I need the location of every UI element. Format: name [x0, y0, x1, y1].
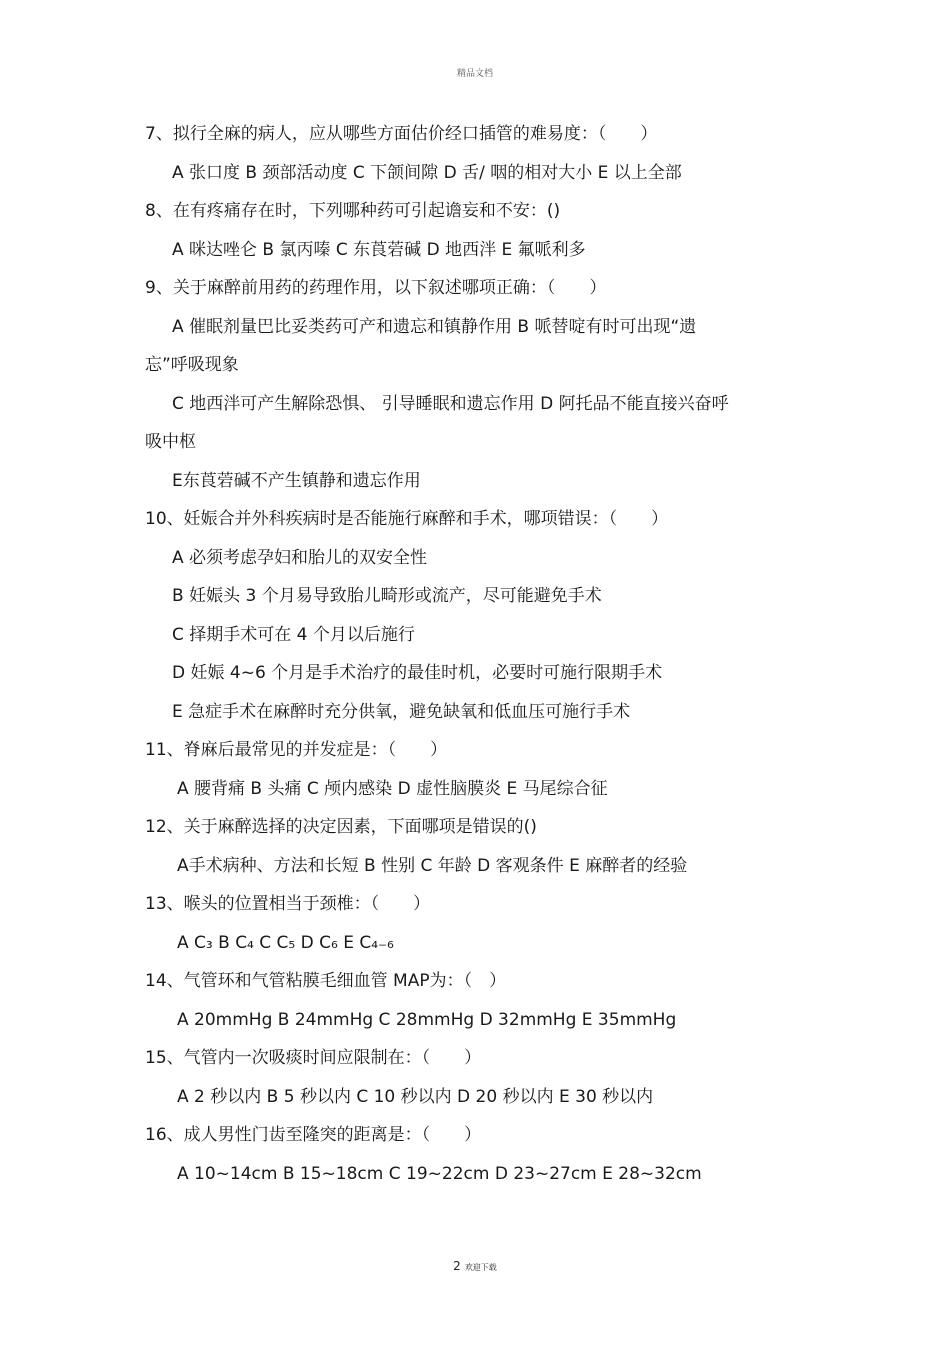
options-16: A 10~14cm B 15~18cm C 19~22cm D 23~27cm E 28~32cm — [177, 1163, 702, 1184]
options-9-ab-continued: 忘”呼吸现象 — [145, 355, 239, 375]
question-14: 14、气管环和气管粘膜毛细血管 MAP为：（ ） — [145, 971, 507, 991]
question-9: 9、关于麻醉前用药的药理作用，以下叙述哪项正确：（ ） — [145, 278, 607, 298]
option-10-d: D 妊娠 4~6 个月是手术治疗的最佳时机，必要时可施行限期手术 — [172, 663, 663, 683]
page-footer — [0, 1259, 950, 1273]
options-12: A手术病种、方法和长短 B 性别 C 年龄 D 客观条件 E 麻醉者的经验 — [177, 855, 688, 876]
page-header: 精品文档 — [456, 69, 493, 79]
document-body — [145, 115, 805, 1193]
options-9-cd: C 地西泮可产生解除恐惧、 引导睡眠和遗忘作用 D 阿托品不能直接兴奋呼 — [172, 393, 729, 414]
options-13: A C₃ B C₄ C C₅ D C₆ E C₄₋₆ — [177, 932, 394, 953]
question-12: 12、关于麻醉选择的决定因素，下面哪项是错误的() — [145, 817, 537, 837]
options-11: A 腰背痛 B 头痛 C 颅内感染 D 虚性脑膜炎 E 马尾综合征 — [177, 778, 608, 799]
options-14: A 20mmHg B 24mmHg C 28mmHg D 32mmHg E 35mmHg — [177, 1009, 677, 1030]
options-15: A 2 秒以内 B 5 秒以内 C 10 秒以内 D 20 秒以内 E 30 秒以内 — [177, 1086, 654, 1107]
option-10-c: C 择期手术可在 4 个月以后施行 — [172, 624, 415, 645]
question-10: 10、妊娠合并外科疾病时是否能施行麻醉和手术，哪项错误：（ ） — [145, 509, 669, 529]
option-10-a: A 必须考虑孕妇和胎儿的双安全性 — [172, 547, 428, 568]
footer-note: 欢迎下载 — [464, 1263, 497, 1272]
question-16: 16、成人男性门齿至隆突的距离是：（ ） — [145, 1125, 482, 1145]
question-8: 8、在有疼痛存在时，下列哪种药可引起谵妄和不安：() — [145, 201, 561, 221]
option-10-b: B 妊娠头 3 个月易导致胎儿畸形或流产，尽可能避免手术 — [172, 586, 602, 606]
question-15: 15、气管内一次吸痰时间应限制在：（ ） — [145, 1048, 482, 1068]
question-7: 7、拟行全麻的病人，应从哪些方面估价经口插管的难易度：（ ） — [145, 124, 658, 144]
page-number: 2 — [453, 1259, 461, 1273]
question-13: 13、喉头的位置相当于颈椎：（ ） — [145, 894, 431, 914]
question-11: 11、脊麻后最常见的并发症是：（ ） — [145, 740, 448, 760]
options-8: A 咪达唑仑 B 氯丙嗪 C 东莨菪碱 D 地西泮 E 氟哌利多 — [172, 239, 586, 260]
option-10-e: E 急症手术在麻醉时充分供氧，避免缺氧和低血压可施行手术 — [172, 701, 631, 722]
options-9-e: E东莨菪碱不产生镇静和遗忘作用 — [172, 470, 421, 491]
options-9-ab: A 催眠剂量巴比妥类药可产和遗忘和镇静作用 B 哌替啶有时可出现“遗 — [172, 316, 697, 337]
options-9-cd-continued: 吸中枢 — [145, 432, 196, 452]
options-7: A 张口度 B 颈部活动度 C 下颌间隙 D 舌/ 咽的相对大小 E 以上全部 — [172, 162, 682, 183]
